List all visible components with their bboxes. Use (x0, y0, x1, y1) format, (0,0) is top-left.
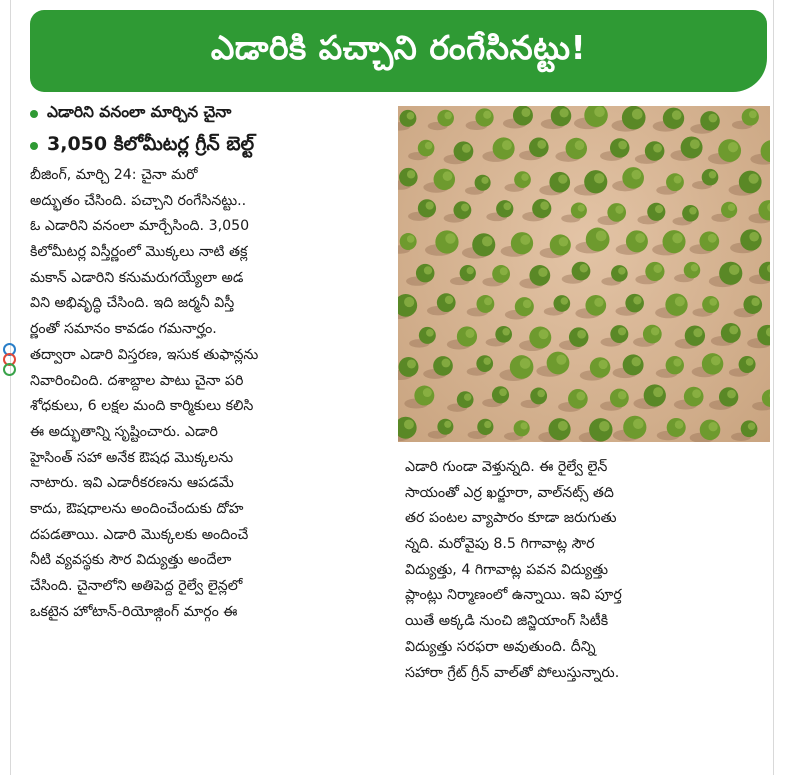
bullet-text: 3,050 కిలోమీటర్ల గ్రీన్ బెల్ట్ (47, 132, 255, 155)
article-line: శోధకులు, 6 లక్షల మంది కార్మికులు కలిసి (30, 398, 254, 415)
article-line: బీజింగ్, మార్చి 24: చైనా మరో (30, 167, 198, 183)
article-line: సాయంతో ఎర్ర ఖర్జూరా, వాల్‌నట్స్ తది (405, 484, 614, 501)
bullet-dot-icon (30, 142, 38, 150)
article-line: యితే అక్కడి నుంచి జిన్జియాంగ్ సిటీకి (405, 613, 609, 630)
article-line: విద్యుత్తు, 4 గిగావాట్ల పవన విద్యుత్తు (405, 561, 609, 578)
article-line: మకాన్ ఎడారిని కనుమరుగయ్యేలా అడ (30, 269, 244, 286)
article-line: చేసింది. చైనాలోని అతిపెద్ద రైల్వే లైన్లలో (30, 578, 243, 594)
bullet-list (30, 98, 390, 162)
article-right-column (405, 455, 767, 686)
article-line: నీటి వ్యవస్థకు సౌర విద్యుత్తు అందేలా (30, 552, 232, 569)
article-line: ర్ణంతో సమానం కావడం గమనార్హం. (30, 321, 217, 338)
article-line: కాదు, ఔషధాలను అందించేందుకు దోహ (30, 500, 244, 517)
article-line: ఓ ఎడారిని వనంలా మార్చేసింది. 3,050 (30, 218, 250, 235)
bullet-item (30, 98, 390, 130)
article-line: ప్లాంట్లు నిర్మాణంలో ఉన్నాయి. ఇవి పూర్త (405, 587, 622, 604)
bullet-text: ఎడారిని వనంలా మార్చిన చైనా (47, 103, 232, 121)
article-line: కిలోమీటర్ల విస్తీర్ణంలో మొక్కలు నాటి తక్ల (30, 244, 248, 261)
article-line: ఒకటైన హోటాన్-రియోజ్గింగ్ మార్గం ఈ (30, 603, 238, 620)
article-line: నాటారు. ఇవి ఎడారీకరణను ఆపడమే (30, 475, 234, 492)
article-line: సహారా గ్రేట్ గ్రీన్ వాల్‌తో పోలుస్తున్నారు. (405, 664, 620, 681)
article-line: హైసింత్ సహా అనేక ఔషధ మొక్కలను (30, 449, 234, 466)
article-line: విని అభివృద్ధి చేసింది. ఇది జర్మనీ విస్తీ (30, 295, 235, 312)
article-line: తర పంటల వ్యాపారం కూడా జరుగుతు (405, 510, 617, 527)
headline: ఎడారికి పచ్చాని రంగేసినట్టు! (30, 10, 767, 92)
photo-illustration (398, 106, 770, 442)
article-line: దపడతాయి. ఎడారి మొక్కలకు అందించే (30, 526, 249, 543)
article-line: అద్భుతం చేసింది. పచ్చాని రంగేసినట్టు.. (30, 192, 247, 209)
ring-icon (3, 363, 16, 376)
binder-rings-icon (2, 343, 16, 375)
desert-plantation-photo (398, 106, 770, 442)
article-left-column (30, 163, 390, 625)
bullet-dot-icon (30, 110, 38, 118)
bullet-item (30, 130, 390, 162)
article-line: న్నది. మరోవైపు 8.5 గిగావాట్ల సౌర (405, 536, 595, 553)
article-line: తద్వారా ఎడారి విస్తరణ, ఇసుక తుఫాన్లను (30, 346, 259, 363)
article-line: ఎడారి గుండా వెళ్తున్నది. ఈ రైల్వే లైన్ (405, 459, 608, 475)
article-line: విద్యుత్తు సరఫరా అవుతుంది. దీన్ని (405, 638, 596, 655)
article-line: నివారించింది. దశాబ్దాల పాటు చైనా పరి (30, 372, 244, 389)
article-line: ఈ అద్భుతాన్ని సృష్టించారు. ఎడారి (30, 423, 218, 440)
